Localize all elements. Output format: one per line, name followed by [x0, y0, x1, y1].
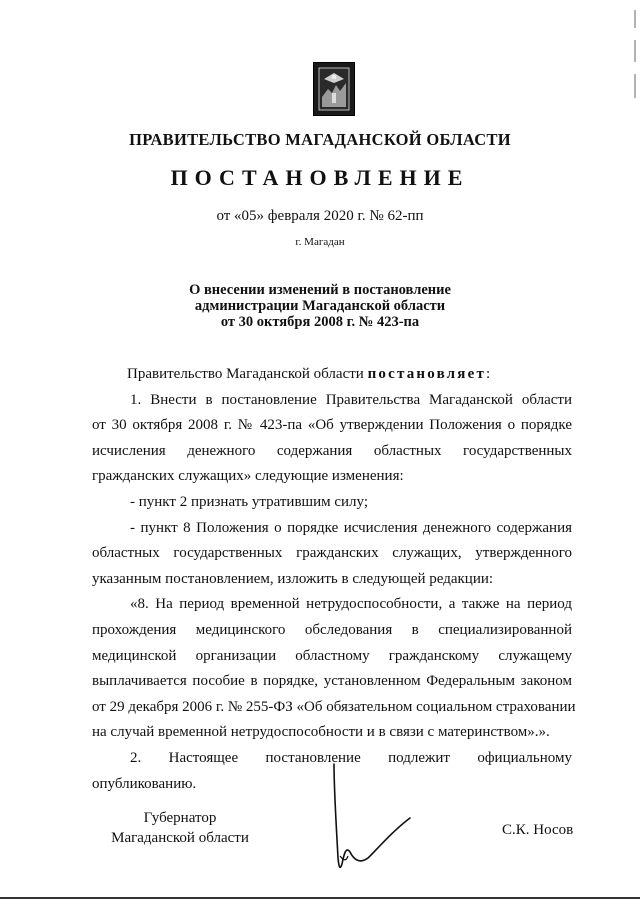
subject-line: О внесении изменений в постановление [189, 282, 451, 298]
paragraph-2-line: 2. Настоящее постановление подлежит официальному [130, 749, 572, 766]
quote-line: на случай временной нетрудоспособности и в связи с материнством».». [92, 724, 550, 741]
document-date-number: от «05» февраля 2020 г. № 62-пп [216, 208, 424, 224]
document-type: ПОСТАНОВЛЕНИЕ [170, 165, 470, 190]
paragraph-1-line: от 30 октября 2008 г. № 423-па «Об утверждении Положения о порядке [92, 417, 572, 434]
document-body [92, 362, 576, 797]
paragraph-1-line: исчисления денежного содержания областных государственных [92, 442, 572, 459]
quote-line: прохождения медицинского обследования в специализированной [92, 621, 572, 638]
paragraph-2-line: опубликованию. [92, 775, 197, 792]
intro-suffix: : [486, 366, 491, 382]
bullet-2-line: областных государственных гражданских служащих, утвержденного [92, 545, 572, 562]
bullet-1: - пункт 2 признать утратившим силу; [130, 493, 369, 510]
quote-line: медицинской организации областному гражданскому служащему [92, 647, 572, 664]
subject-line: от 30 октября 2008 г. № 423-па [220, 314, 420, 330]
subject-line: администрации Магаданской области [194, 298, 446, 314]
quote-line: выплачивается пособие в порядке, установленном Федеральным законом [92, 673, 572, 690]
signatory-name: С.К. Носов [502, 822, 574, 838]
signatory-title-line: Губернатор [143, 810, 217, 826]
bullet-2-line: - пункт 8 Положения о порядке исчисления денежного содержания [130, 519, 572, 536]
signatory-title [100, 808, 260, 848]
document-city: г. Магадан [295, 236, 345, 248]
quote-line: от 29 декабря 2006 г. № 255-ФЗ «Об обязательном социальном страховании [92, 698, 576, 715]
handwritten-signature [320, 760, 430, 880]
document-subject [0, 282, 640, 330]
coat-of-arms-icon [313, 62, 355, 116]
paragraph-1-line: 1. Внести в постановление Правительства Магаданской области [130, 391, 572, 408]
intro-prefix: Правительство Магаданской области [127, 366, 368, 382]
quote-line: «8. На период временной нетрудоспособности, а также на период [130, 596, 572, 613]
intro-line [92, 362, 572, 388]
paragraph-1-line: гражданских служащих» следующие изменения: [92, 468, 404, 485]
government-name: ПРАВИТЕЛЬСТВО МАГАДАНСКОЙ ОБЛАСТИ [129, 130, 511, 149]
page-bottom-edge [0, 897, 640, 899]
signatory-title-line: Магаданской области [111, 830, 249, 846]
intro-action: постановляет [367, 366, 487, 382]
page-edge-marks [632, 0, 638, 110]
bullet-2-line: указанным постановлением, изложить в следующей редакции: [92, 570, 494, 587]
